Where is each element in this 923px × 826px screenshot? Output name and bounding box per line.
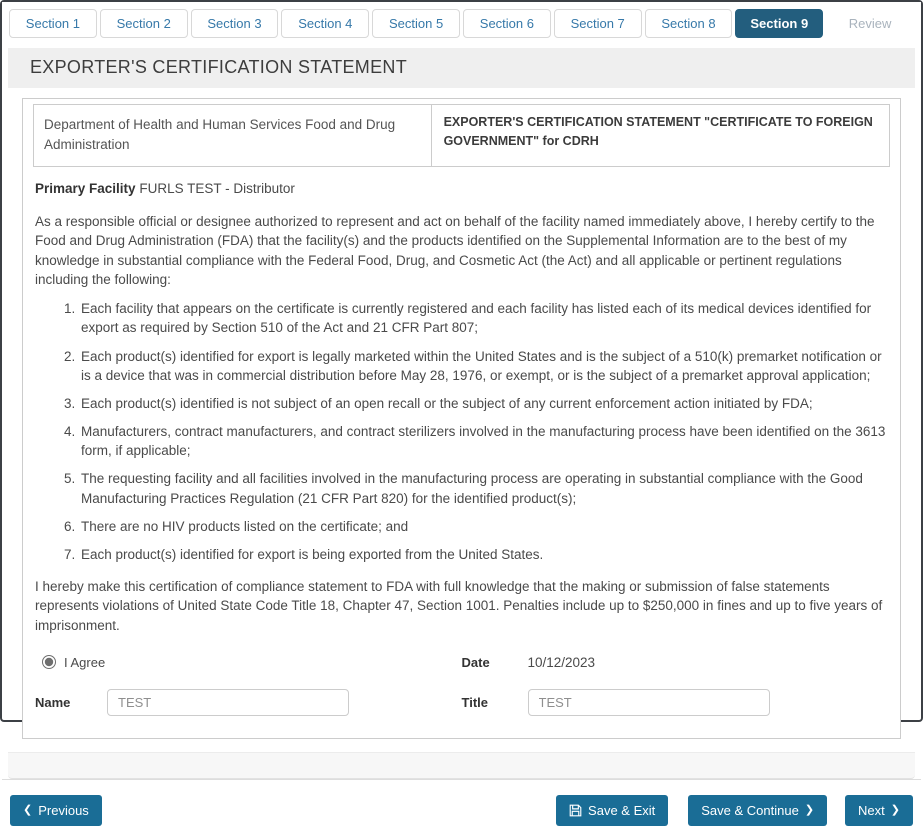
page-title-strip: [8, 48, 915, 88]
chevron-left-icon: ❮: [23, 803, 33, 816]
name-input[interactable]: [107, 689, 349, 716]
previous-button[interactable]: [10, 795, 102, 826]
tab-review[interactable]: Review: [826, 9, 914, 38]
tab-section-3[interactable]: Section 3: [191, 9, 279, 38]
list-item: 5. The requesting facility and all facilities involved in the manufacturing process are operating in substantial compliance with the Good Manufacturing Practices Regulation (21 CFR Part 820) for the identified product(s);: [79, 469, 888, 507]
certification-list: [35, 299, 888, 564]
certification-form: [35, 655, 888, 716]
agree-row: [35, 655, 462, 670]
title-label: Title: [461, 694, 488, 710]
primary-facility-value: FURLS TEST - Distributor: [139, 181, 295, 197]
next-label: Next: [858, 802, 885, 818]
chevron-right-icon: ❯: [804, 803, 815, 816]
certificate-title: EXPORTER'S CERTIFICATION STATEMENT "CERTIFICATE TO FOREIGN GOVERNMENT" for CDRH: [443, 115, 873, 148]
page-title: EXPORTER'S CERTIFICATION STATEMENT: [30, 57, 408, 77]
save-icon: [569, 804, 582, 817]
tab-section-7[interactable]: Section 7: [554, 9, 642, 38]
footer-bar: [10, 795, 913, 826]
footer-right-group: [556, 795, 913, 826]
date-value: 10/12/2023: [527, 654, 596, 670]
save-exit-label: Save & Exit: [588, 802, 656, 818]
tab-section-4[interactable]: Section 4: [281, 9, 369, 38]
tab-section-2[interactable]: Section 2: [100, 9, 188, 38]
save-continue-label: Save & Continue: [701, 802, 799, 818]
previous-label: Previous: [38, 802, 89, 818]
title-input[interactable]: [528, 689, 770, 716]
primary-facility-label: Primary Facility: [35, 181, 136, 197]
tab-section-5[interactable]: Section 5: [372, 9, 460, 38]
list-item: 3. Each product(s) identified is not subject of an open recall or the subject of any current enforcement action initiated by FDA;: [79, 394, 888, 413]
agency-name: Department of Health and Human Services Food and Drug Administration: [34, 105, 432, 166]
name-label: Name: [35, 694, 71, 710]
footer-divider: [2, 779, 921, 780]
tab-section-1[interactable]: Section 1: [9, 9, 97, 38]
agree-radio[interactable]: [42, 655, 56, 669]
panel-footer-strip: [8, 752, 915, 779]
name-row: [35, 689, 462, 716]
primary-facility-line: [35, 181, 888, 196]
list-item: 7. Each product(s) identified for export is being exported from the United States.: [79, 545, 888, 564]
tab-section-9[interactable]: Section 9: [735, 9, 823, 38]
tab-section-8[interactable]: Section 8: [645, 9, 733, 38]
save-exit-button[interactable]: [556, 795, 668, 826]
certificate-header-table: [33, 104, 890, 167]
certification-panel: [22, 98, 901, 739]
title-row: [462, 689, 889, 716]
certification-intro: As a responsible official or designee authorized to represent and act on behalf of the facility named immediately above, I hereby certify to the Food and Drug Administration (FDA) that the facility(s) and the products identified on the Supplemental Information are to the best of my knowledge in substantial compliance with the Federal Food, Drug, and Cosmetic Act (the Act) and all applicable or pertinent regulations including the following:: [35, 214, 875, 288]
list-item: 6. There are no HIV products listed on the certificate; and: [79, 517, 888, 536]
list-item: 2. Each product(s) identified for export is legally marketed within the United States and is the subject of a 510(k) premarket notification or is a device that was in commercial distribution before May 28, 1976, or exempt, or is the subject of a premarket approval application;: [79, 347, 888, 385]
certification-closing: I hereby make this certification of compliance statement to FDA with full knowledge that the making or submission of false statements represents violations of United State Code Title 18, Chapter 47, Section 1001. Penalties include up to $250,000 in fines and up to five years of imprisonment.: [35, 579, 883, 633]
section-tabbar: [2, 2, 921, 43]
agree-label: I Agree: [64, 654, 106, 670]
date-row: [462, 655, 889, 670]
list-item: 4. Manufacturers, contract manufacturers, and contract sterilizers involved in the manufacturing process have been identified on the 3613 form, if applicable;: [79, 422, 888, 460]
chevron-right-icon: ❯: [890, 803, 900, 816]
list-item: 1. Each facility that appears on the certificate is currently registered and each facility has listed each of its medical devices identified for export as required by Section 510 of the Act and 21 CFR Part 807;: [79, 299, 888, 337]
date-label: Date: [461, 654, 490, 670]
next-button[interactable]: [845, 795, 913, 826]
tab-section-6[interactable]: Section 6: [463, 9, 551, 38]
save-continue-button[interactable]: [688, 795, 827, 826]
